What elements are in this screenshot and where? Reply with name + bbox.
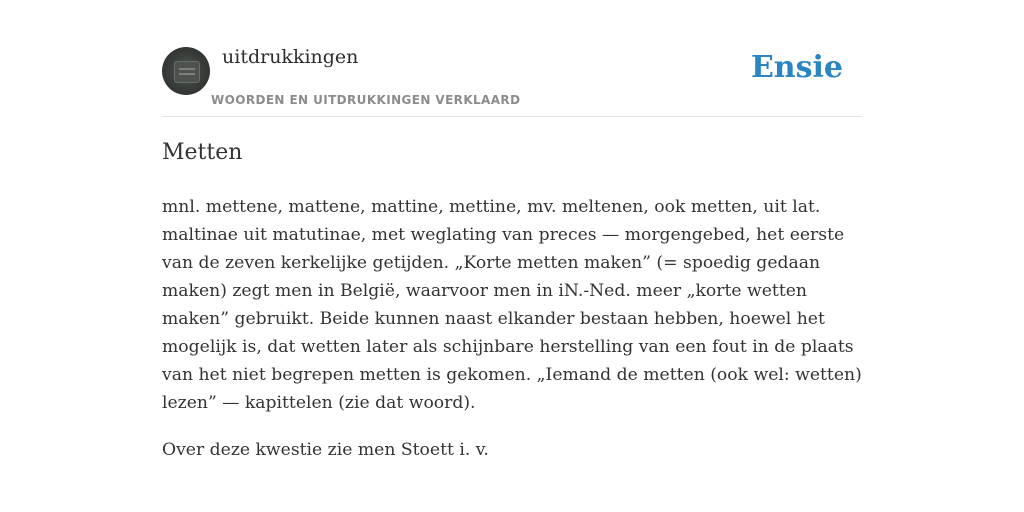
ensie-logo-link[interactable]: Ensie bbox=[750, 50, 843, 85]
channel-tagline: WOORDEN EN UITDRUKKINGEN VERKLAARD bbox=[211, 93, 521, 107]
book-cover-icon bbox=[174, 61, 200, 83]
page-title: Metten bbox=[162, 140, 243, 165]
article-body bbox=[162, 193, 864, 483]
article-paragraph: mnl. mettene, mattene, mattine, mettine, mv. meltenen, ook metten, uit lat. maltinae uit matutinae, met weglating van preces — morgengebed, het eerste van de zeven kerkelijke getijden. „Korte metten maken” (= spoedig gedaan maken) zegt men in België, waarvoor men in iN.-Ned. meer „korte wetten maken” gebruikt. Beide kunnen naast elkander bestaan hebben, hoewel het mogelijk is, dat wetten later als schijnbare herstelling van een fout in de plaats van het niet begrepen metten is gekomen. „Iemand de metten (ook wel: wetten) lezen” — kapittelen (zie dat woord). bbox=[162, 197, 862, 413]
channel-avatar[interactable] bbox=[162, 47, 210, 95]
header bbox=[162, 0, 862, 117]
page-container bbox=[162, 0, 862, 512]
channel-name-link[interactable]: uitdrukkingen bbox=[222, 46, 359, 68]
article-paragraph: Over deze kwestie zie men Stoett i. v. bbox=[162, 440, 489, 460]
